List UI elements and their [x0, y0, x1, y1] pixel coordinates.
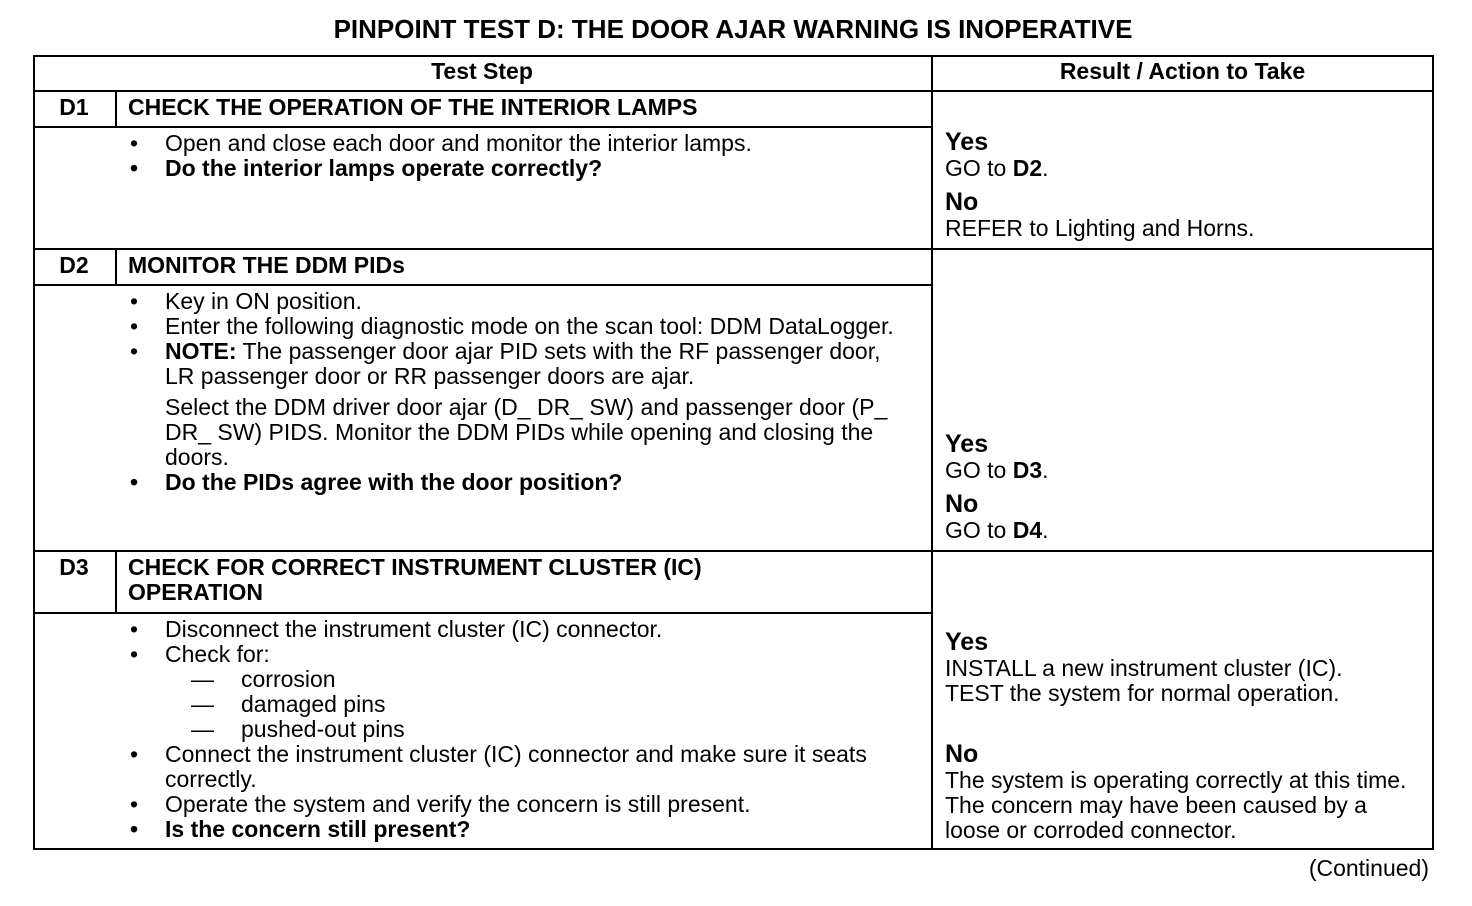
- note-label: NOTE:: [165, 338, 237, 364]
- yes-label: Yes: [945, 430, 989, 458]
- result-d3: [945, 629, 1425, 851]
- yes-action: GO to D3.: [945, 457, 1049, 483]
- pinpoint-test-table: [33, 55, 1434, 850]
- step-heading-d2: MONITOR THE DDM PIDs: [128, 252, 405, 278]
- yes-action: INSTALL a new instrument cluster (IC). TEST the system for normal operation.: [945, 655, 1343, 706]
- no-label: No: [945, 490, 979, 518]
- list-item: • Do the PIDs agree with the door position?: [130, 469, 623, 495]
- list-item: • NOTE: The passenger door ajar PID sets with the RF passenger door, LR passenger door or RR passenger doors are ajar. Select the DDM driver door ajar (D_ DR_ SW) and passenger door (P_ DR_ SW) PIDS. Monitor the DDM PIDs while opening and closing the doors.: [116, 339, 896, 470]
- result-d2: [945, 431, 1425, 551]
- list-item: • Key in ON position.: [130, 288, 362, 314]
- check-item: — pushed-out pins: [191, 716, 405, 742]
- check-item: — corrosion: [191, 666, 336, 692]
- yes-action: GO to D2.: [945, 155, 1049, 181]
- note-continuation: Select the DDM driver door ajar (D_ DR_ SW) and passenger door (P_ DR_ SW) PIDS. Monitor the DDM PIDs while opening and closing the doors.: [165, 394, 888, 470]
- step-body-d1: [116, 131, 916, 181]
- no-action: GO to D4.: [945, 517, 1049, 543]
- no-label: No: [945, 740, 979, 768]
- step-body-d3: [116, 617, 916, 842]
- step-id-d1: D1: [59, 94, 89, 120]
- list-item: • Disconnect the instrument cluster (IC) connector.: [130, 616, 663, 642]
- list-item: • Open and close each door and monitor the interior lamps.: [130, 130, 752, 156]
- no-action: REFER to Lighting and Horns.: [945, 215, 1255, 241]
- list-item: • Do the interior lamps operate correctly?: [130, 155, 603, 181]
- step-id-d2: D2: [59, 252, 89, 278]
- step-body-d2: [116, 289, 896, 495]
- list-item: • Connect the instrument cluster (IC) connector and make sure it seats correctly.: [130, 741, 867, 792]
- continued-note: (Continued): [1308, 855, 1429, 881]
- yes-label: Yes: [945, 628, 989, 656]
- step-heading-d1: CHECK THE OPERATION OF THE INTERIOR LAMPS: [128, 94, 698, 120]
- column-header-test-step: Test Step: [431, 58, 533, 84]
- yes-label: Yes: [945, 128, 989, 156]
- no-label: No: [945, 188, 979, 216]
- column-header-result: Result / Action to Take: [1059, 58, 1306, 84]
- check-item: — damaged pins: [191, 691, 386, 717]
- list-item: • Enter the following diagnostic mode on the scan tool: DDM DataLogger.: [130, 313, 894, 339]
- list-item: • Is the concern still present?: [130, 816, 471, 842]
- no-action: The system is operating correctly at this time. The concern may have been caused by a loose or corroded connector.: [945, 767, 1407, 843]
- page-title: PINPOINT TEST D: THE DOOR AJAR WARNING IS INOPERATIVE: [333, 14, 1133, 44]
- step-heading-d3: CHECK FOR CORRECT INSTRUMENT CLUSTER (IC) OPERATION: [128, 554, 702, 605]
- step-id-d3: D3: [59, 554, 89, 580]
- list-item: • Check for:: [130, 641, 270, 667]
- result-d1: [945, 129, 1425, 249]
- list-item: • Operate the system and verify the concern is still present.: [130, 791, 751, 817]
